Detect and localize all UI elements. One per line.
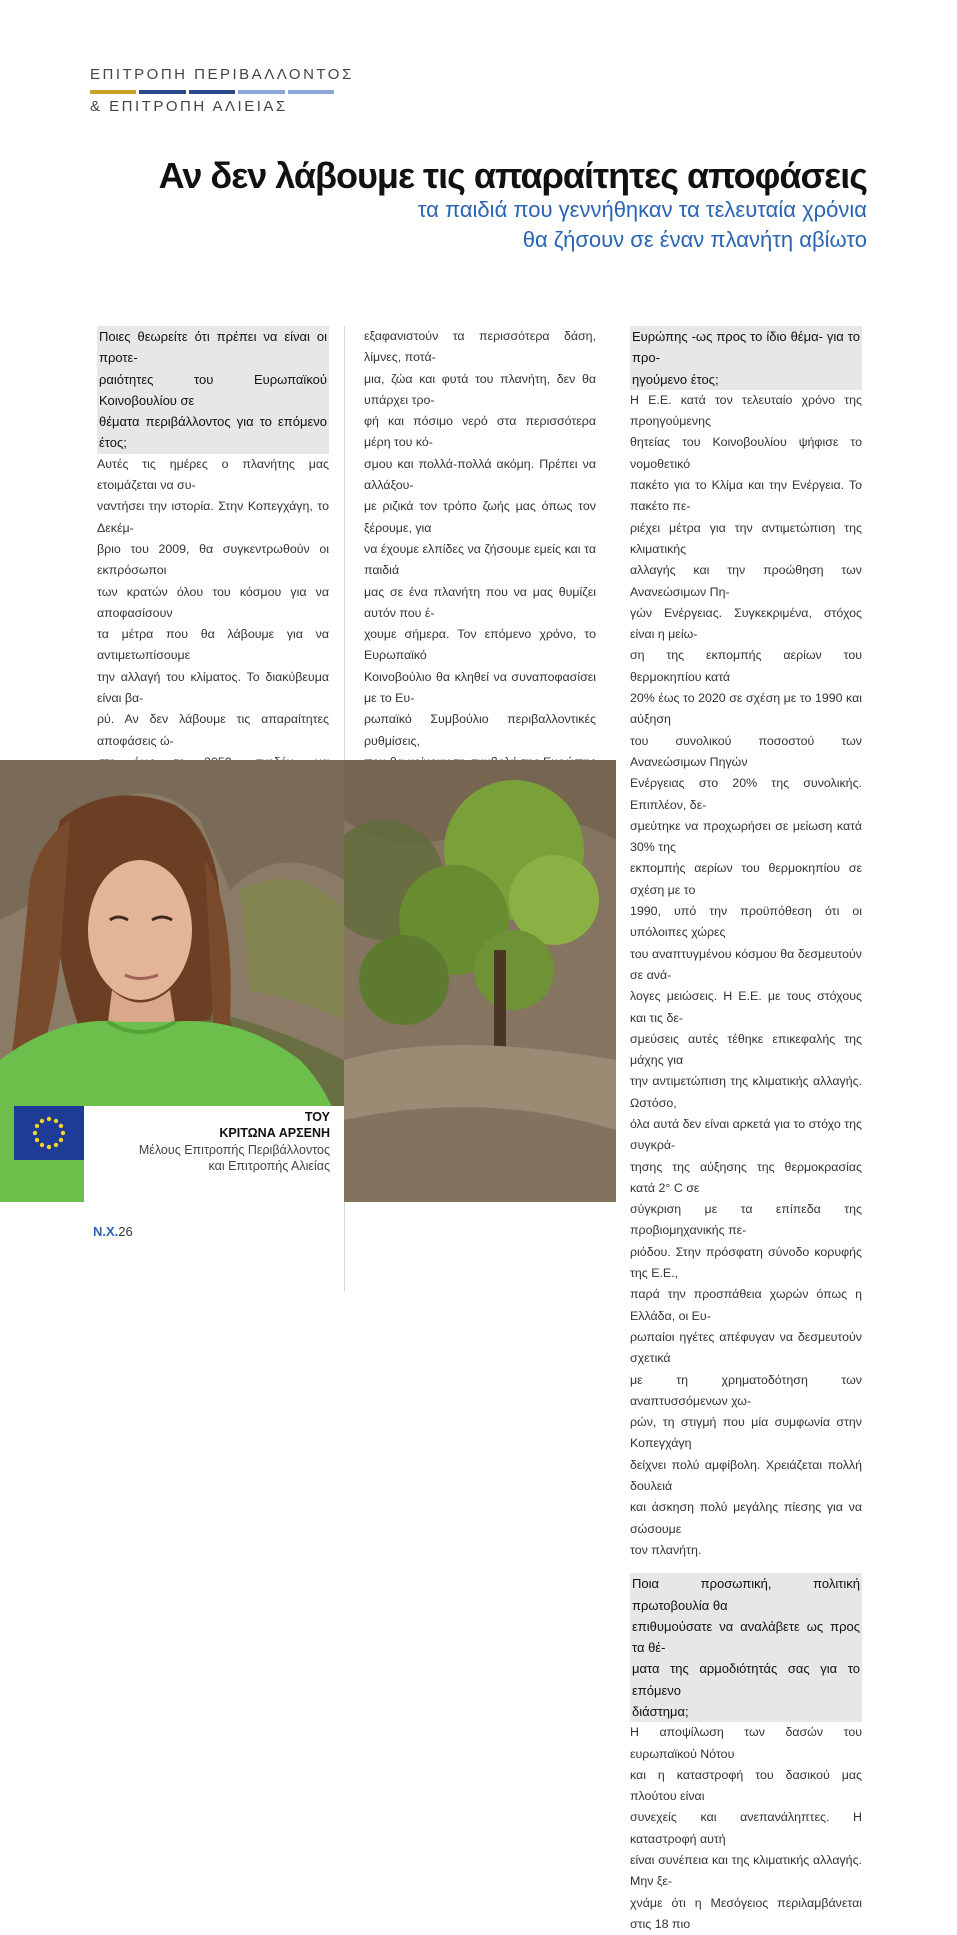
body-line: Η Ε.Ε. κατά τον τελευταίο χρόνο της προηγούμενης: [630, 392, 862, 429]
body-line: βριο του 2009, θα συγκεντρωθούν οι εκπρόσωποι: [97, 541, 329, 578]
question-1-line: θέματα περιβάλλοντος για το επόμενο έτος;: [99, 414, 327, 451]
section-label-line2: & ΕΠΙΤΡΟΠΗ ΑΛΙΕΙΑΣ: [90, 98, 288, 115]
body-line: λογες μειώσεις. Η Ε.Ε. με τους στόχους και τις δε-: [630, 989, 862, 1025]
column-3: [630, 326, 862, 1935]
body-line: 1990, υπό την προϋπόθεση ότι οι υπόλοιπες χώρες: [630, 904, 862, 940]
body-line: και η καταστροφή του δασικού μας πλούτου είναι: [630, 1767, 862, 1804]
body-line: 20% έως το 2020 σε σχέση με το 1990 και αύξηση: [630, 691, 862, 727]
section-color-rule: [90, 90, 334, 94]
landscape-photo: [344, 760, 616, 1202]
body-line: με ριζικά τον τρόπο ζωής μας όπως τον ξέρουμε, για: [364, 499, 596, 535]
question-1-line: ραιότητες του Ευρωπαϊκού Κοινοβουλίου σε: [99, 371, 327, 408]
body-line: και άσκηση πολύ μεγάλης πίεσης για να σώσουμε: [630, 1500, 862, 1536]
caption-author-name: ΚΡΙΤΩΝΑ ΑΡΣΕΝΗ: [219, 1126, 330, 1140]
rule-segment: [139, 90, 185, 94]
rule-segment: [288, 90, 334, 94]
body-line: εκπομπής αερίων του θερμοκηπίου σε σχέση με το: [630, 861, 862, 897]
caption-role-line2: και Επιτροπής Αλιείας: [208, 1159, 330, 1173]
body-line: μας σε ένα πλανήτη που να μας θυμίζει αυτόν που έ-: [364, 584, 596, 620]
body-line: σύγκριση με τα επίπεδα της προβιομηχανικής πε-: [630, 1202, 862, 1238]
caption-by: ΤΟΥ: [304, 1110, 330, 1124]
body-line: σμου και πολλά-πολλά ακόμη. Πρέπει να αλλάξου-: [364, 456, 596, 493]
body-line: τον πλανήτη.: [630, 1542, 702, 1557]
paragraph-gap: [630, 1561, 862, 1573]
answer-3: [630, 1722, 862, 1935]
body-line: χουμε σήμερα. Τον επόμενο χρόνο, το Ευρωπαϊκό: [364, 627, 596, 663]
body-line: χνάμε ότι η Μεσόγειος περιλαμβάνεται στις 18 πιο: [630, 1895, 862, 1931]
body-line: συνεχείς και ανεπανάληπτες. Η καταστροφή αυτή: [630, 1810, 862, 1846]
page-number-value: 26: [118, 1224, 133, 1239]
article-subhead-line1: τα παιδιά που γεννήθηκαν τα τελευταία χρόνια: [417, 197, 867, 222]
question-3-line: διάστημα;: [632, 1704, 689, 1719]
eu-flag: [14, 1106, 84, 1160]
body-line: αλλαγής και την προώθηση των Ανανεώσιμων Πη-: [630, 563, 862, 599]
question-2-continued: [630, 326, 862, 390]
rule-segment: [189, 90, 235, 94]
body-line: Κοινοβούλιο θα κληθεί να συναποφασίσει με το Ευ-: [364, 669, 596, 706]
question-3-line: Ποια προσωπική, πολιτική πρωτοβουλία θα: [632, 1576, 860, 1613]
question-3: [630, 1573, 862, 1722]
body-line: του αναπτυγμένου κόσμου θα δεσμευτούν σε ανά-: [630, 946, 862, 982]
body-line: ναντήσει την ιστορία. Στην Κοπεγχάγη, το Δεκέμ-: [97, 499, 329, 535]
article-headline: Αν δεν λάβουμε τις απαραίτητες αποφάσεις: [158, 155, 867, 196]
body-line: ρωπαϊκό Συμβούλιο περιβαλλοντικές ρυθμίσεις,: [364, 712, 596, 748]
body-line: τησης της αύξησης της θερμοκρασίας κατά 2° C σε: [630, 1159, 862, 1195]
body-line: πακέτο για το Κλίμα και την Ενέργεια. Το πακέτο πε-: [630, 478, 862, 514]
question-3-line: επιθυμούσατε να αναλάβετε ως προς τα θέ-: [632, 1618, 860, 1656]
pine-illustration: [344, 760, 616, 1202]
body-line: μια, ζώα και φυτά του πλανήτη, δεν θα υπάρχει τρο-: [364, 371, 596, 407]
question-1: [97, 326, 329, 454]
body-line: γών Ενέργειας. Συγκεκριμένα, στόχος είναι η μείω-: [630, 605, 862, 642]
body-line: των κρατών όλου του κόσμου για να αποφασίσουν: [97, 584, 329, 620]
body-line: την αντιμετώπιση της κλιματικής αλλαγής. Ωστόσο,: [630, 1074, 862, 1110]
body-line: ριέχει μέτρα για την αντιμετώπιση της κλιματικής: [630, 520, 862, 556]
body-line: ριόδου. Στην πρόσφατη σύνοδο κορυφής της Ε.Ε.,: [630, 1244, 862, 1281]
caption-role-line1: Μέλους Επιτροπής Περιβάλλοντος: [138, 1143, 330, 1157]
question-2-line: ηγούμενο έτος;: [632, 371, 719, 387]
body-line: Ενέργειας στο 20% της συνολικής. Επιπλέον, δε-: [630, 776, 862, 812]
body-line: με τη χρηματοδότηση των αναπτυσσόμενων χω-: [630, 1372, 862, 1408]
body-line: φή και πόσιμο νερό στα περισσότερα μέρη του κό-: [364, 414, 596, 450]
body-line: ρωπαίοι ηγέτες απέφυγαν να δεσμευτούν σχετικά: [630, 1329, 862, 1366]
body-line: Η αποψίλωση των δασών του ευρωπαϊκού Νότου: [630, 1725, 862, 1761]
question-3-line: ματα της αρμοδιότητάς σας για το επόμενο: [632, 1661, 860, 1698]
body-line: σμεύτηκε να προχωρήσει σε μείωση κατά 30% της: [630, 818, 862, 855]
publication-mark: Ν.Χ.: [93, 1224, 119, 1239]
answer-2: [630, 390, 862, 1561]
page-number: [93, 1224, 133, 1239]
body-line: δείχνει πολύ αμφίβολη. Χρειάζεται πολλή δουλειά: [630, 1457, 862, 1494]
body-line: ρύ. Αν δεν λάβουμε τις απαραίτητες αποφάσεις ώ-: [97, 712, 329, 748]
article-subhead-line2: θα ζήσουν σε έναν πλανήτη αβίωτο: [522, 227, 867, 252]
rule-segment: [238, 90, 284, 94]
question-2-line: Ευρώπης -ως προς το ίδιο θέμα- για το προ-: [632, 329, 860, 366]
body-line: Αυτές τις ημέρες ο πλανήτης μας ετοιμάζεται να συ-: [97, 456, 329, 493]
body-line: όλα αυτά δεν είναι αρκετά για το στόχο της συγκρά-: [630, 1116, 862, 1153]
body-line: εξαφανιστούν τα περισσότερα δάση, λίμνες, ποτά-: [364, 329, 596, 365]
body-line: σμεύσεις αυτές τέθηκε επικεφαλής της μάχης για: [630, 1031, 862, 1068]
body-line: να έχουμε ελπίδες να ζήσουμε εμείς και τα παιδιά: [364, 541, 596, 578]
body-line: τα μέτρα που θα λάβουμε για να αντιμετωπίσουμε: [97, 627, 329, 663]
rule-segment: [90, 90, 136, 94]
body-line: την αλλαγή του κλίματος. Το διακύβευμα είναι βα-: [97, 669, 329, 706]
eu-flag-icon: [14, 1106, 84, 1160]
body-line: είναι συνέπεια και της κλιματικής αλλαγής. Μην ξε-: [630, 1853, 862, 1889]
body-line: παρά την προσπάθεια χωρών όπως η Ελλάδα, οι Ευ-: [630, 1287, 862, 1323]
question-1-line: Ποιες θεωρείτε ότι πρέπει να είναι οι προτε-: [99, 329, 327, 366]
body-line: του συνολικού ποσοστού των Ανανεώσιμων Πηγών: [630, 733, 862, 769]
body-line: ση της εκπομπής αερίων του θερμοκηπίου κατά: [630, 648, 862, 684]
body-line: θητείας του Κοινοβουλίου ψήφισε το νομοθετικό: [630, 435, 862, 471]
section-label-line1: ΕΠΙΤΡΟΠΗ ΠΕΡΙΒΑΛΛΟΝΤΟΣ: [90, 66, 354, 83]
author-caption: [84, 1106, 344, 1202]
body-line: ρών, τη στιγμή που μία συμφωνία στην Κοπεγχάγη: [630, 1415, 862, 1451]
